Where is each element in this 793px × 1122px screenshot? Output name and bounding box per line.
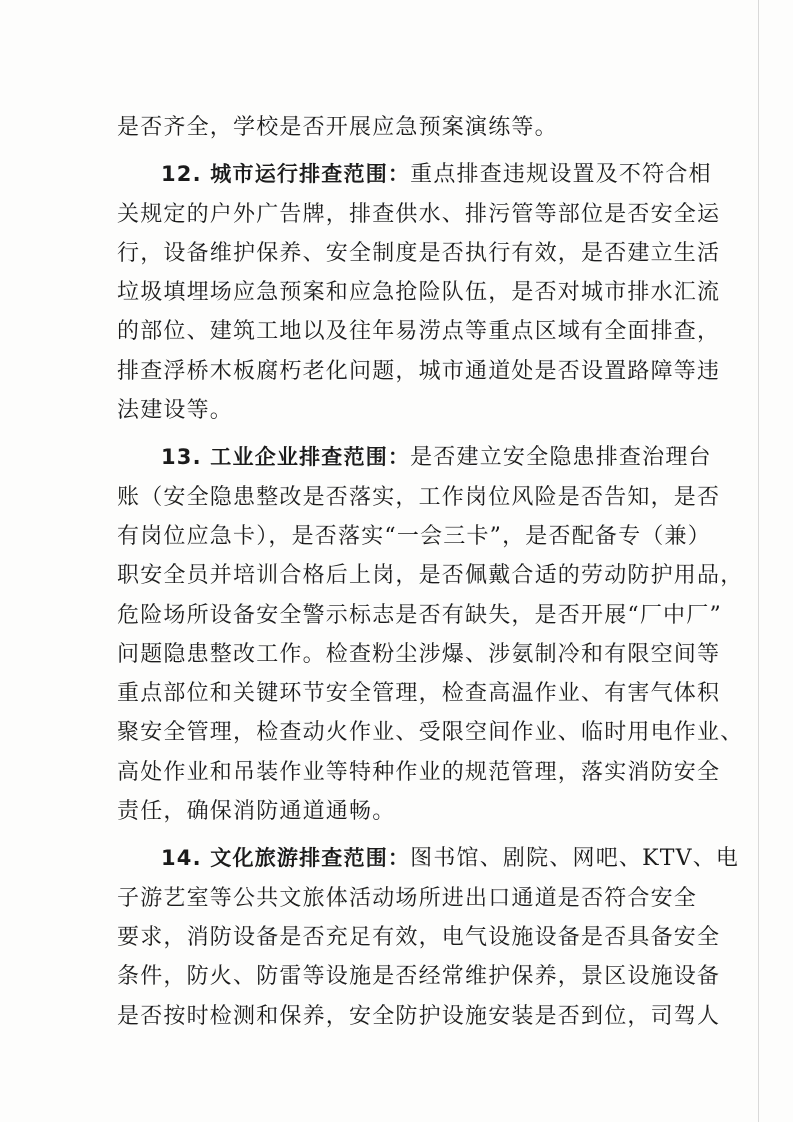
paragraph-line-12 (117, 155, 712, 194)
paragraph-line: 聚安全管理，检查动火作业、受限空间作业、临时用电作业、 (117, 720, 744, 746)
paragraph-line: 重点部位和关键环节安全管理，检查高温作业、有害气体积 (117, 681, 721, 707)
paragraph-line: 的部位、建筑工地以及往年易涝点等重点区域有全面排查， (117, 319, 721, 345)
paragraph-line: 要求，消防设备是否充足有效，电气设施设备是否具备安全 (117, 924, 721, 950)
paragraph-line: 法建设等。 (117, 398, 234, 424)
paragraph-line: 高处作业和吊装作业等特种作业的规范管理，落实消防安全 (117, 759, 721, 785)
document-body (117, 108, 744, 1036)
paragraph-line: 关规定的户外广告牌，排查供水、排污管等部位是否安全运 (117, 201, 721, 227)
section-heading-14: 14. 文化旅游排查范围： (161, 846, 411, 871)
paragraph-line: 是否齐全，学校是否开展应急预案演练等。 (117, 115, 558, 140)
paragraph-line: 责任，确保消防通道通畅。 (117, 799, 396, 825)
paragraph-line: 账（安全隐患整改是否落实，工作岗位风险是否告知，是否 (117, 484, 721, 510)
section-text: 是否建立安全隐患排查治理台 (410, 445, 712, 471)
paragraph-line-13 (117, 438, 712, 477)
paragraph-line: 排查浮桥木板腐朽老化问题，城市通道处是否设置路障等违 (117, 358, 721, 384)
paragraph-line: 职安全员并培训合格后上岗，是否佩戴合适的劳动防护用品， (117, 563, 744, 589)
section-text: 图书馆、剧院、网吧、KTV、电 (410, 846, 740, 872)
paragraph-line-14 (117, 839, 740, 878)
paragraph-line: 问题隐患整改工作。检查粉尘涉爆、涉氨制冷和有限空间等 (117, 641, 721, 667)
paragraph-line: 垃圾填埋场应急预案和应急抢险队伍，是否对城市排水汇流 (117, 280, 721, 306)
paragraph-line: 子游艺室等公共文旅体活动场所进出口通道是否符合安全 (117, 885, 698, 911)
section-text: 重点排查违规设置及不符合相 (410, 162, 712, 188)
section-heading-12: 12. 城市运行排查范围： (161, 162, 411, 187)
paragraph-line: 行，设备维护保养、安全制度是否执行有效，是否建立生活 (117, 240, 721, 266)
scan-edge-line (758, 0, 759, 1122)
section-heading-13: 13. 工业企业排查范围： (161, 445, 411, 470)
paragraph-line: 危险场所设备安全警示标志是否有缺失，是否开展“厂中厂” (117, 602, 722, 628)
paragraph-line: 是否按时检测和保养，安全防护设施安装是否到位，司驾人 (117, 1003, 721, 1029)
paragraph-line: 有岗位应急卡），是否落实“一会三卡”，是否配备专（兼） (117, 523, 711, 549)
paragraph-line: 条件，防火、防雷等设施是否经常维护保养，景区设施设备 (117, 964, 721, 990)
